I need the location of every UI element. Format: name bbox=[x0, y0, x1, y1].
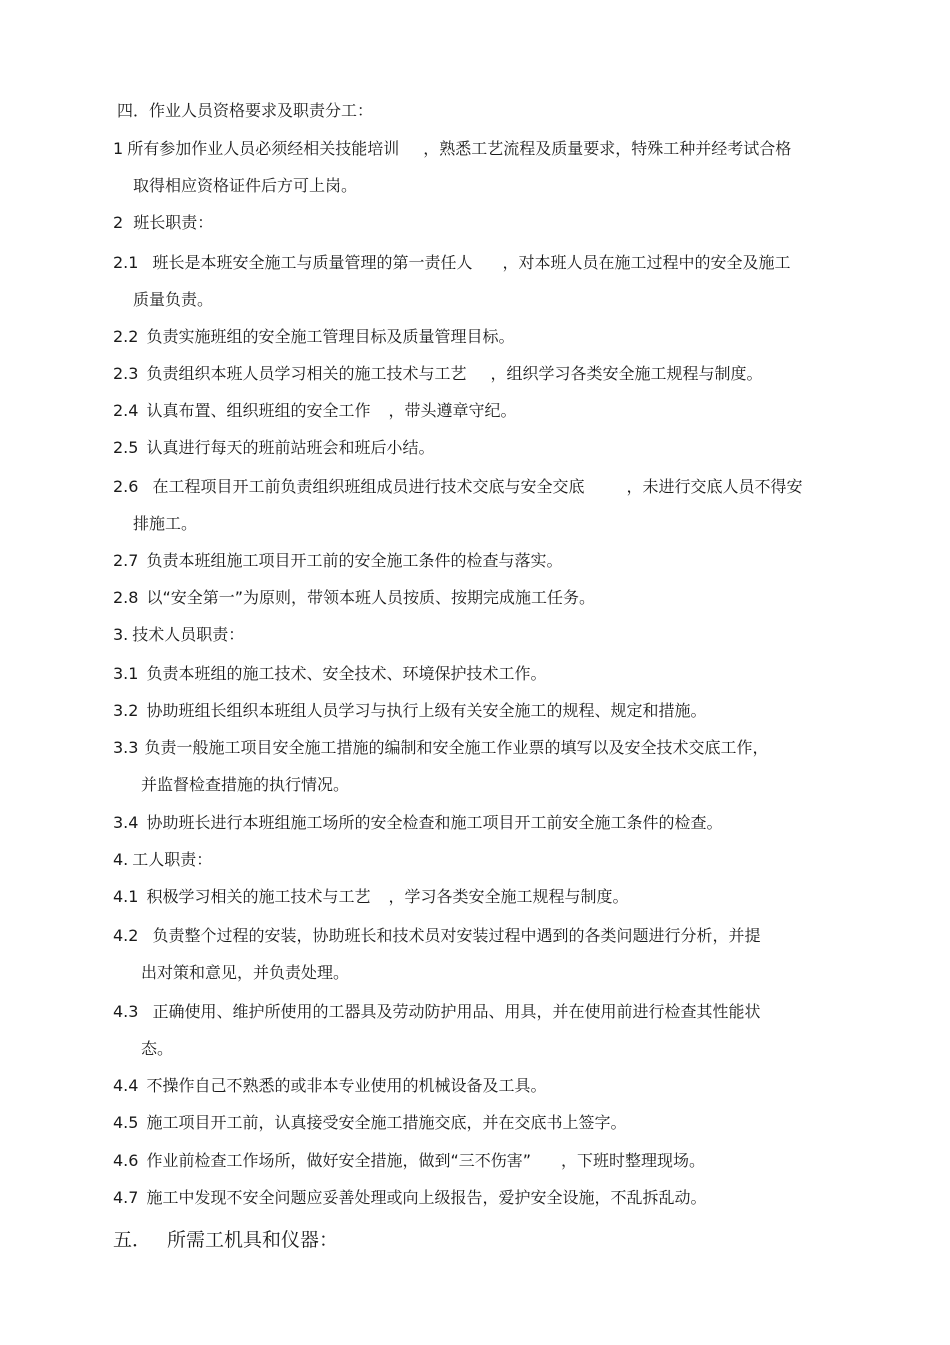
item-text-cont: ，学习各类安全施工规程与制度。 bbox=[388, 887, 629, 906]
item-text: 施工项目开工前，认真接受安全施工措施交底，并在交底书上签字。 bbox=[146, 1113, 627, 1132]
item-number: 2.5 bbox=[113, 438, 139, 457]
item-number: 2.8 bbox=[113, 588, 139, 607]
item-number: 2.2 bbox=[113, 327, 139, 346]
item-3-2 bbox=[113, 700, 706, 722]
section-4-heading: 四．作业人员资格要求及职责分工： bbox=[117, 101, 374, 120]
item-text-cont: ，组织学习各类安全施工规程与制度。 bbox=[490, 364, 763, 383]
item-text: 作业前检查工作场所，做好安全措施，做到“三不伤害” bbox=[146, 1151, 532, 1170]
item-text: 协助班组长组织本班组人员学习与执行上级有关安全施工的规程、规定和措施。 bbox=[146, 701, 707, 720]
item-number: 4.1 bbox=[113, 887, 139, 906]
item-2-6-wrap: 排施工。 bbox=[133, 514, 198, 533]
item-2-4 bbox=[113, 400, 516, 422]
item-4-4 bbox=[113, 1075, 546, 1097]
item-text: 负责整个过程的安装，协助班长和技术员对安装过程中遇到的各类问题进行分析，并提 bbox=[152, 926, 761, 945]
item-4-6 bbox=[113, 1150, 705, 1172]
item-text: 班长是本班安全施工与质量管理的第一责任人 bbox=[152, 253, 473, 272]
item-number: 3.2 bbox=[113, 701, 139, 720]
item-number: 4.7 bbox=[113, 1188, 139, 1207]
item-2-8 bbox=[113, 587, 595, 609]
item-2-2 bbox=[113, 326, 514, 348]
item-number: 2.6 bbox=[113, 477, 139, 496]
item-text: 负责实施班组的安全施工管理目标及质量管理目标。 bbox=[146, 327, 515, 346]
item-3-1 bbox=[113, 663, 546, 685]
item-4-3-wrap: 态。 bbox=[141, 1039, 174, 1058]
item-2-1-wrap: 质量负责。 bbox=[133, 290, 214, 309]
item-number: 4. bbox=[113, 850, 129, 869]
item-3-3-wrap: 并监督检查措施的执行情况。 bbox=[141, 775, 350, 794]
item-4-1 bbox=[113, 886, 628, 908]
item-text: 以“安全第一”为原则，带领本班人员按质、按期完成施工任务。 bbox=[146, 588, 596, 607]
item-number: 4.4 bbox=[113, 1076, 139, 1095]
item-number: 1 bbox=[113, 139, 124, 158]
item-text: 在工程项目开工前负责组织班组成员进行技术交底与安全交底 bbox=[152, 477, 585, 496]
section-5-heading bbox=[113, 1227, 338, 1253]
item-text: 所有参加作业人员必须经相关技能培训 bbox=[127, 139, 400, 158]
item-4-2-wrap: 出对策和意见，并负责处理。 bbox=[141, 963, 350, 982]
item-text-cont: ，下班时整理现场。 bbox=[561, 1151, 706, 1170]
item-number: 3.4 bbox=[113, 813, 139, 832]
item-text-cont: ，对本班人员在施工过程中的安全及施工 bbox=[502, 253, 791, 272]
item-4-heading bbox=[113, 849, 212, 871]
item-4-7 bbox=[113, 1187, 706, 1209]
item-number: 4.3 bbox=[113, 1002, 139, 1021]
item-number: 3.1 bbox=[113, 664, 139, 683]
item-number: 4.2 bbox=[113, 926, 139, 945]
item-text: 负责本班组施工项目开工前的安全施工条件的检查与落实。 bbox=[146, 551, 563, 570]
item-1 bbox=[113, 138, 791, 160]
item-1-wrap: 取得相应资格证件后方可上岗。 bbox=[133, 176, 358, 195]
item-text: 负责一般施工项目安全施工措施的编制和安全施工作业票的填写以及安全技术交底工作， bbox=[144, 738, 769, 757]
item-text: 不操作自己不熟悉的或非本专业使用的机械设备及工具。 bbox=[146, 1076, 547, 1095]
item-text: 负责本班组的施工技术、安全技术、环境保护技术工作。 bbox=[146, 664, 547, 683]
item-2-5 bbox=[113, 437, 434, 459]
item-text: 正确使用、维护所使用的工器具及劳动防护用品、用具，并在使用前进行检查其性能状 bbox=[152, 1002, 761, 1021]
item-text: 认真进行每天的班前站班会和班后小结。 bbox=[146, 438, 435, 457]
item-4-2 bbox=[113, 925, 760, 947]
item-2-1 bbox=[113, 252, 790, 274]
item-3-heading bbox=[113, 624, 244, 646]
item-number: 2.4 bbox=[113, 401, 139, 420]
section-number: 五． bbox=[113, 1229, 152, 1251]
item-text: 积极学习相关的施工技术与工艺 bbox=[146, 887, 371, 906]
item-number: 3.3 bbox=[113, 738, 139, 757]
item-text-cont: ，未进行交底人员不得安 bbox=[626, 477, 803, 496]
item-text-cont: ，带头遵章守纪。 bbox=[388, 401, 517, 420]
item-number: 4.5 bbox=[113, 1113, 139, 1132]
item-number: 4.6 bbox=[113, 1151, 139, 1170]
item-2-7 bbox=[113, 550, 562, 572]
item-2-3 bbox=[113, 363, 762, 385]
item-4-5 bbox=[113, 1112, 626, 1134]
item-text: 施工中发现不安全问题应妥善处理或向上级报告，爱护安全设施，不乱拆乱动。 bbox=[146, 1188, 707, 1207]
item-number: 2.7 bbox=[113, 551, 139, 570]
item-4-3 bbox=[113, 1001, 760, 1023]
item-3-3 bbox=[113, 737, 768, 759]
item-text: 认真布置、组织班组的安全工作 bbox=[146, 401, 371, 420]
section-title: 所需工机具和仪器： bbox=[167, 1229, 339, 1251]
item-number: 2.1 bbox=[113, 253, 139, 272]
item-2-heading bbox=[113, 212, 213, 234]
item-3-4 bbox=[113, 812, 722, 834]
item-text: 协助班长进行本班组施工场所的安全检查和施工项目开工前安全施工条件的检查。 bbox=[146, 813, 723, 832]
item-heading-text: 技术人员职责： bbox=[132, 625, 245, 644]
item-number: 2 bbox=[113, 213, 124, 232]
item-text: 负责组织本班人员学习相关的施工技术与工艺 bbox=[146, 364, 467, 383]
item-number: 3. bbox=[113, 625, 129, 644]
item-heading-text: 工人职责： bbox=[132, 850, 213, 869]
item-text-cont: ，熟悉工艺流程及质量要求，特殊工种并经考试合格 bbox=[423, 139, 792, 158]
item-heading-text: 班长职责： bbox=[133, 213, 214, 232]
item-number: 2.3 bbox=[113, 364, 139, 383]
item-2-6 bbox=[113, 476, 802, 498]
